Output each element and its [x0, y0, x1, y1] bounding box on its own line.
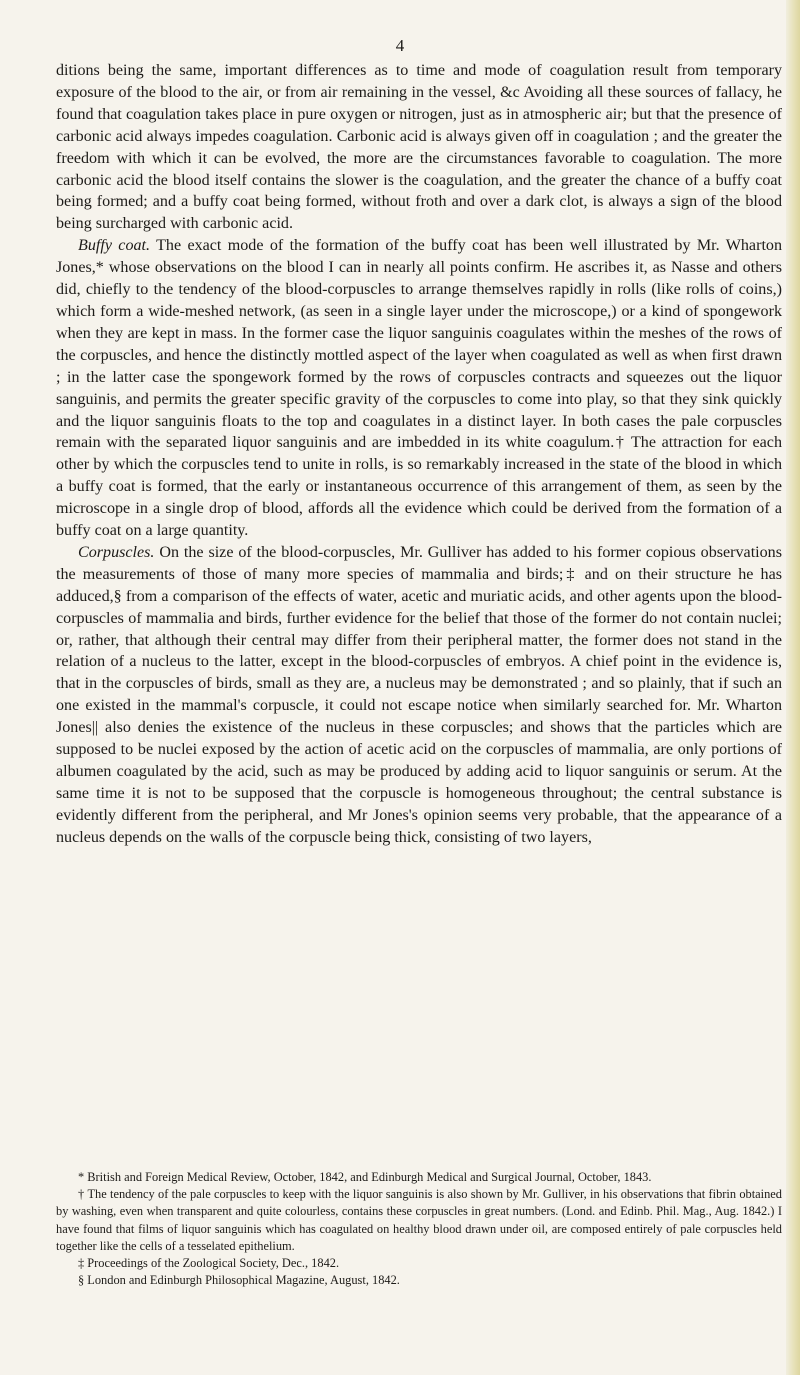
body-text	[56, 60, 782, 849]
paragraph-coagulation: ditions being the same, important differences as to time and mode of coagulation result from temporary exposure of the blood to the air, or from air remaining in the vessel, &c Avoiding all these sources of fallacy, he found that coagulation takes place in pure oxygen or nitrogen, just as in atmospheric air; but that the presence of carbonic acid always impedes coagulation. Carbonic acid is always given off in coagulation ; and the greater the freedom with which it can be evolved, the more are the circumstances favorable to coagulation. The more carbonic acid the blood itself contains the slower is the coagulation, and the greater the chance of a buffy coat being formed; and a buffy coat being formed, without froth and over a dark clot, is always a sign of the blood being surcharged with carbonic acid.	[56, 62, 782, 233]
footnotes	[56, 1169, 782, 1289]
paragraph-corpuscles-text: On the size of the blood-corpuscles, Mr. Gulliver has added to his former copious observations the measurements of those of many more species of mammalia and birds;‡ and on their structure he has adduced,§ from a comparison of the effects of water, acetic and muriatic acids, and other agents upon the blood-corpuscles of mammalia and birds, further evidence for the belief that those of the former do not contain nuclei; or, rather, that although their central may differ from their peripheral matter, the former does not stand in the relation of a nucleus to the latter, except in the blood-corpuscles of embryos. A chief point in the evidence is, that in the corpuscles of birds, small as they are, a nucleus may be demonstrated ; and so plainly, that if such an one existed in the mammal's corpuscle, it could not escape notice when similarly searched for. Mr. Wharton Jones|| also denies the existence of the nucleus in these corpuscles; and shows that the particles which are supposed to be nuclei exposed by the action of acetic acid on the corpuscles of mammalia, are only portions of albumen coagulated by the acid, such as may be produced by adding acid to liquor sanguinis or serum. At the same time it is not to be supposed that the corpuscle is homogeneous throughout; the central substance is evidently different from the peripheral, and Mr Jones's opinion seems very probable, that the appearance of a nucleus depends on the walls of the corpuscle being thick, consisting of two layers,	[56, 543, 782, 846]
footnote: § London and Edinburgh Philosophical Magazine, August, 1842.	[78, 1273, 400, 1288]
runin-heading-buffy-coat: Buffy coat.	[78, 237, 151, 255]
paragraph-corpuscles	[56, 542, 782, 849]
footnote: * British and Foreign Medical Review, October, 1842, and Edinburgh Medical and Surgical Journal, October, 1843.	[78, 1170, 652, 1184]
footnote: ‡ Proceedings of the Zoological Society, Dec., 1842.	[78, 1256, 340, 1271]
footnote: † The tendency of the pale corpuscles to keep with the liquor sanguinis is also shown by Mr. Gulliver, in his observations that fibrin obtained by washing, even when transparent and quite colourless, contains these corpuscles in great numbers. (Lond. and Edinb. Phil. Mag., Aug. 1842.) I have found that films of liquor sanguinis which has coagulated on healthy blood drawn under oil, are composed entirely of pale corpuscles held together like the cells of a tesselated epithelium.	[56, 1187, 782, 1253]
page-number: 4	[395, 36, 405, 55]
page-edge	[786, 0, 800, 1375]
runin-heading-corpuscles: Corpuscles.	[78, 543, 155, 561]
paragraph-buffy-coat	[56, 235, 782, 542]
paragraph-buffy-coat-text: The exact mode of the formation of the buffy coat has been well illustrated by Mr. Wharton Jones,* whose observations on the blood I can in nearly all points confirm. He ascribes it, as Nasse and others did, chiefly to the tendency of the blood-corpuscles to arrange themselves rapidly in rolls (like rolls of coins,) which form a wide-meshed network, (as seen in a single layer under the microscope,) or a kind of spongework when they are kept in mass. In the former case the liquor sanguinis coagulates within the meshes of the rows of the corpuscles, and hence the distinctly mottled aspect of the layer when coagulated as well as when first drawn ; in the latter case the spongework formed by the rows of corpuscles contracts and squeezes out the liquor sanguinis, and permits the greater specific gravity of the corpuscles to come into play, so that they sink quickly and the liquor sanguinis floats to the top and coagulates in a distinct layer. In both cases the pale corpuscles remain with the separated liquor sanguinis and are imbedded in its white coagulum.† The attraction for each other by which the corpuscles tend to unite in rolls, is so remarkably increased in the state of the blood in which a buffy coat is formed, that the early or instantaneous occurrence of this arrangement of them, as seen by the microscope in a single drop of blood, affords all the evidence which could be derived from the formation of a buffy coat on a large quantity.	[56, 237, 783, 540]
